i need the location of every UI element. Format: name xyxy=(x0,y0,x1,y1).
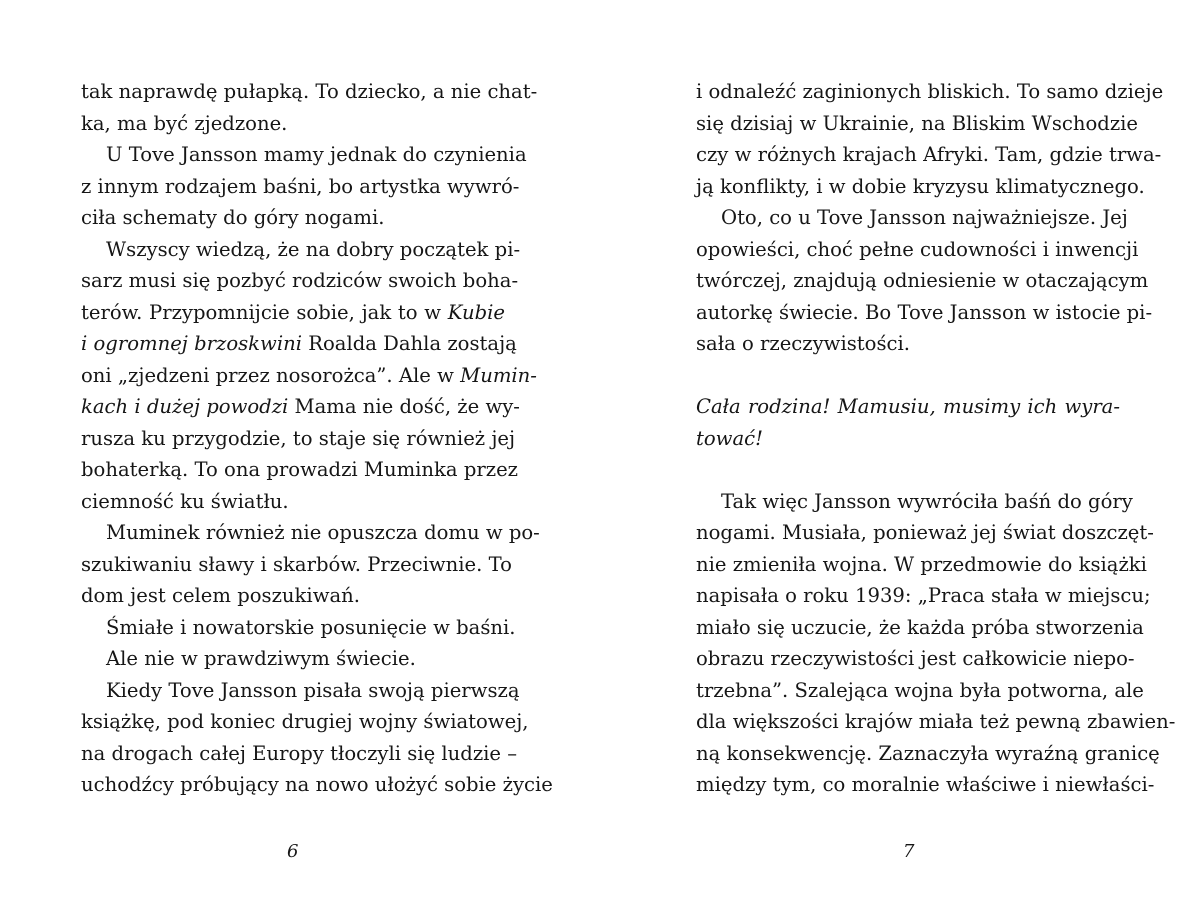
quote-line-italic: tować! xyxy=(696,426,763,450)
text-line: szukiwaniu sławy i skarbów. Przeciwnie. To xyxy=(81,552,512,576)
blank-line xyxy=(696,360,1120,392)
quote-line-italic: Cała rodzina! Mamusiu, musimy ich wyra- xyxy=(696,395,1120,418)
text-line: Muminek również nie opuszcza domu w po- xyxy=(106,521,540,544)
text-line: U Tove Jansson mamy jednak do czynienia xyxy=(106,143,527,166)
text-line: książkę, pod koniec drugiej wojny światowej, xyxy=(81,710,529,733)
text-line: uchodźcy próbujący na nowo ułożyć sobie życie xyxy=(81,773,553,796)
left-text-column xyxy=(81,76,553,801)
text-line xyxy=(81,360,537,392)
text-line xyxy=(81,391,520,423)
text-line: Śmiałe i nowatorskie posunięcie w baśni. xyxy=(106,615,516,639)
text-line: rusza ku przygodzie, to staje się również jej xyxy=(81,426,516,450)
text-segment: terów. Przypomnijcie sobie, jak to w xyxy=(81,300,448,324)
text-line: dom jest celem poszukiwań. xyxy=(81,584,360,607)
text-line: Tak więc Jansson wywróciła baśń do góry xyxy=(721,489,1133,513)
text-line: ną konsekwencję. Zaznaczyła wyraźną granicę xyxy=(696,741,1160,765)
text-line: i odnaleźć zaginionych bliskich. To samo dzieje xyxy=(696,80,1164,103)
right-page xyxy=(600,0,1200,915)
text-line: autorkę świecie. Bo Tove Jansson w istocie pi- xyxy=(696,300,1153,324)
text-line xyxy=(81,297,505,329)
text-line: się dzisiaj w Ukrainie, na Bliskim Wschodzie xyxy=(696,111,1138,135)
text-line: ciła schematy do góry nogami. xyxy=(81,206,385,229)
text-line: ciemność ku światłu. xyxy=(81,489,289,513)
book-title-italic: Kubie xyxy=(447,300,505,324)
text-line: sała o rzeczywistości. xyxy=(696,332,910,355)
text-line: trzebna”. Szalejąca wojna była potworna, ale xyxy=(696,678,1144,702)
text-line: między tym, co moralnie właściwe i niewłaści- xyxy=(696,773,1155,796)
text-segment: Roalda Dahla zostają xyxy=(301,332,517,355)
text-line: napisała o roku 1939: „Praca stała w miejscu; xyxy=(696,584,1151,607)
text-line: ka, ma być zjedzone. xyxy=(81,111,288,135)
text-line: czy w różnych krajach Afryki. Tam, gdzie trwa- xyxy=(696,143,1162,166)
text-line: nogami. Musiała, ponieważ jej świat doszczęt- xyxy=(696,521,1154,544)
text-line: sarz musi się pozbyć rodziców swoich boha- xyxy=(81,269,519,292)
text-segment: oni „zjedzeni przez nosorożca”. Ale w xyxy=(81,363,461,387)
text-line: miało się uczucie, że każda próba stworzenia xyxy=(696,615,1144,639)
text-line: na drogach całej Europy tłoczyli się ludzie – xyxy=(81,741,518,765)
book-title-italic: Mumin- xyxy=(460,363,537,387)
text-line: ją konflikty, i w dobie kryzysu klimatycznego. xyxy=(696,174,1145,198)
right-text-column xyxy=(696,76,1176,801)
text-line: Oto, co u Tove Jansson najważniejsze. Jej xyxy=(721,206,1128,229)
text-segment: Mama nie dość, że wy- xyxy=(288,395,520,418)
page-number: 7 xyxy=(903,841,915,862)
text-line: bohaterką. To ona prowadzi Muminka przez xyxy=(81,458,518,481)
text-line: twórczej, znajdują odniesienie w otaczającym xyxy=(696,269,1149,292)
book-title-italic: i ogromnej brzoskwini xyxy=(81,332,302,355)
text-line: z innym rodzajem baśni, bo artystka wywró- xyxy=(81,174,520,198)
text-line: dla większości krajów miała też pewną zbawien- xyxy=(696,710,1176,733)
text-line: opowieści, choć pełne cudowności i inwencji xyxy=(696,237,1139,261)
text-line: Ale nie w prawdziwym świecie. xyxy=(106,647,416,670)
text-line: Kiedy Tove Jansson pisała swoją pierwszą xyxy=(106,678,520,702)
blank-line xyxy=(696,454,1120,486)
text-line xyxy=(81,328,517,360)
text-line: tak naprawdę pułapką. To dziecko, a nie chat- xyxy=(81,80,538,103)
text-line: nie zmieniła wojna. W przedmowie do książki xyxy=(696,552,1147,576)
book-title-italic: kach i dużej powodzi xyxy=(81,395,289,418)
page-number: 6 xyxy=(287,841,299,862)
text-line: obrazu rzeczywistości jest całkowicie niepo- xyxy=(696,647,1135,670)
text-line: Wszyscy wiedzą, że na dobry początek pi- xyxy=(106,237,521,261)
